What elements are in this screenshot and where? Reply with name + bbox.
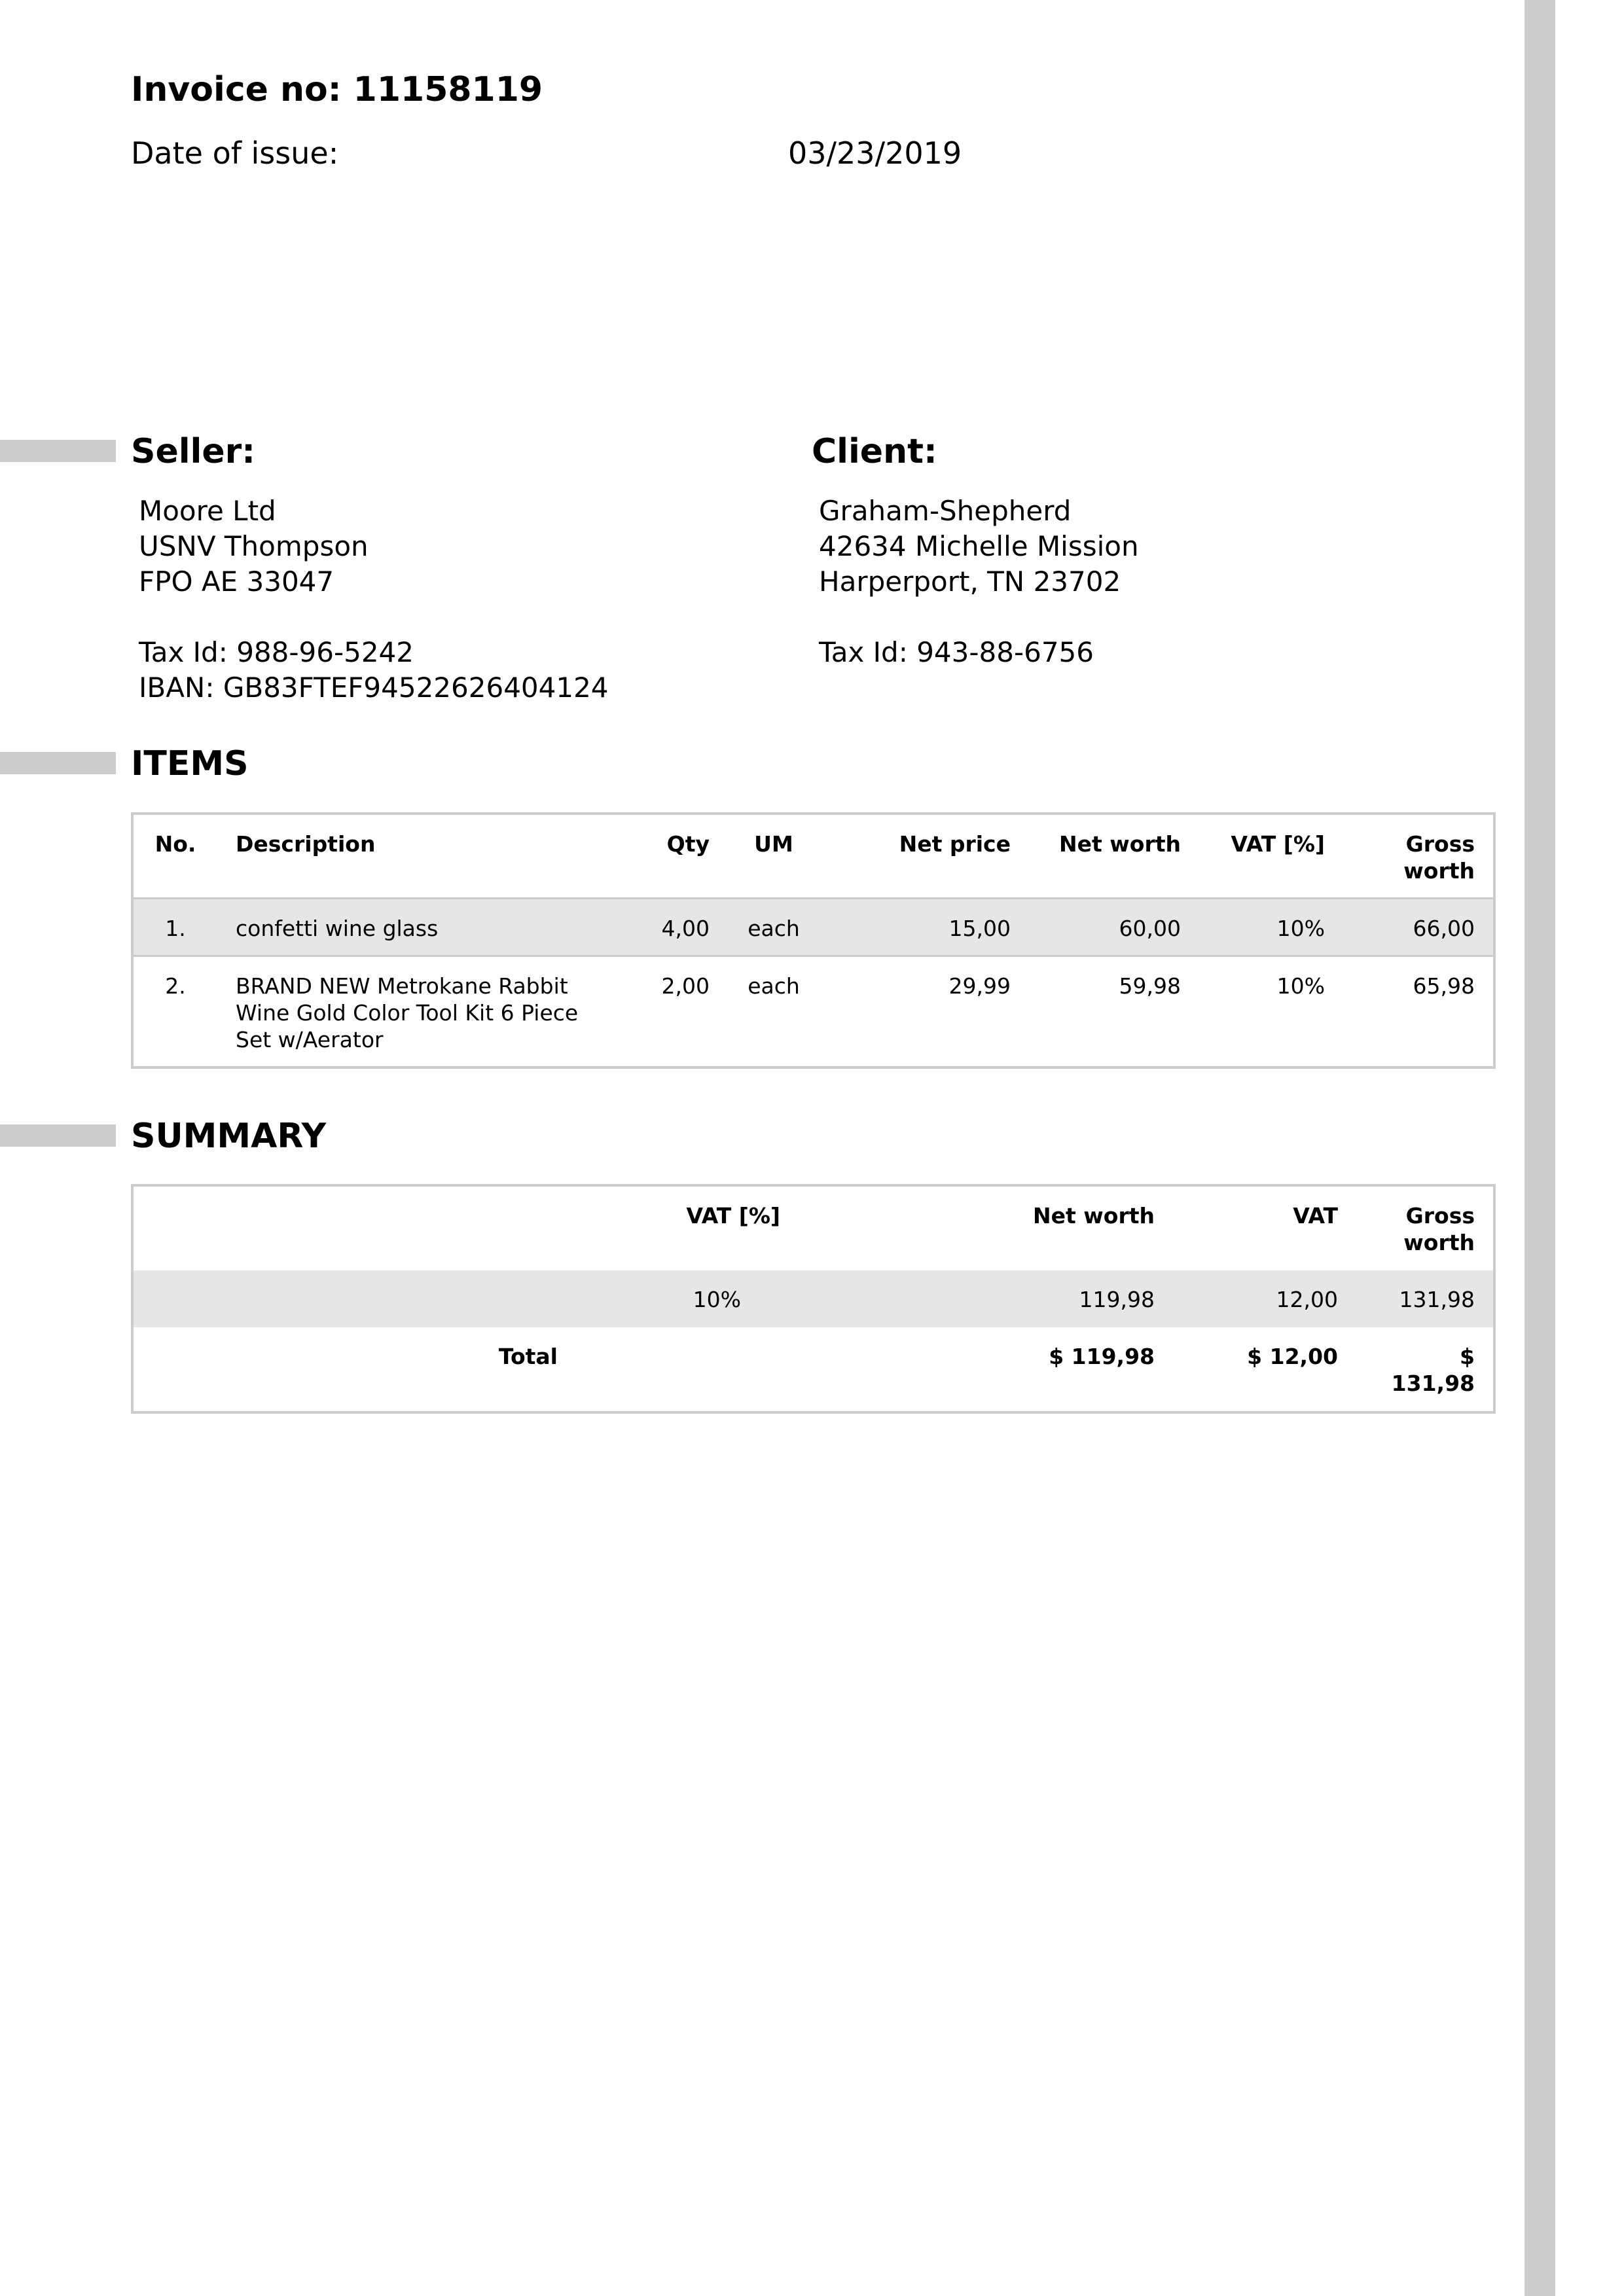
item-qty: 2,00 — [661, 973, 710, 999]
summary-header-row — [132, 1185, 1494, 1270]
item-no: 2. — [165, 973, 186, 999]
summary-header-vat-rate: VAT [%] — [686, 1203, 780, 1229]
total-net-worth: $ 119,98 — [1049, 1344, 1155, 1369]
summary-header-net-worth: Net worth — [1033, 1203, 1155, 1229]
seller-details — [139, 493, 609, 706]
column-header-vat: VAT [%] — [1231, 831, 1325, 857]
table-row — [132, 956, 1494, 1068]
summary-section-marker — [0, 1124, 116, 1147]
item-gross-worth: 65,98 — [1413, 973, 1475, 999]
right-margin-bar — [1525, 0, 1555, 2296]
date-of-issue-label: Date of issue: — [131, 135, 339, 171]
item-net-worth: 59,98 — [1119, 973, 1181, 999]
client-details — [819, 493, 1139, 670]
column-header-net-price: Net price — [899, 831, 1011, 857]
item-no: 1. — [165, 916, 186, 941]
total-vat: $ 12,00 — [1247, 1344, 1338, 1369]
summary-row — [132, 1270, 1494, 1327]
seller-iban: IBAN: GB83FTEF94522626404124 — [139, 672, 609, 704]
item-vat: 10% — [1276, 916, 1325, 941]
items-table — [131, 812, 1496, 1069]
items-heading: ITEMS — [131, 744, 249, 783]
date-of-issue-value: 03/23/2019 — [788, 135, 962, 171]
summary-gross-worth: 131,98 — [1399, 1287, 1475, 1312]
item-um: each — [748, 916, 800, 941]
column-header-net-worth: Net worth — [1059, 831, 1181, 857]
column-header-um: UM — [754, 831, 793, 857]
items-header-row — [132, 814, 1494, 899]
item-net-price: 15,00 — [948, 916, 1011, 941]
summary-total-row — [132, 1327, 1494, 1412]
summary-net-worth: 119,98 — [1079, 1287, 1155, 1312]
seller-name: Moore Ltd — [139, 495, 276, 527]
total-gross-worth: $ 131,98 — [1391, 1344, 1475, 1396]
seller-address-line: FPO AE 33047 — [139, 565, 334, 598]
column-header-no: No. — [154, 831, 196, 857]
table-row — [132, 899, 1494, 956]
summary-vat: 12,00 — [1276, 1287, 1338, 1312]
column-header-gross-worth: Gross worth — [1403, 831, 1475, 884]
item-net-worth: 60,00 — [1119, 916, 1181, 941]
seller-section-marker — [0, 440, 116, 462]
summary-vat-rate: 10% — [693, 1287, 741, 1312]
item-qty: 4,00 — [661, 916, 710, 941]
item-net-price: 29,99 — [948, 973, 1011, 999]
item-gross-worth: 66,00 — [1413, 916, 1475, 941]
summary-header-vat: VAT — [1293, 1203, 1338, 1229]
client-address-line: Harperport, TN 23702 — [819, 565, 1121, 598]
client-address-line: 42634 Michelle Mission — [819, 530, 1139, 562]
item-description: BRAND NEW Metrokane Rabbit Wine Gold Color Tool Kit 6 Piece Set w/Aerator — [236, 973, 579, 1052]
item-description: confetti wine glass — [236, 916, 439, 941]
seller-address-line: USNV Thompson — [139, 530, 369, 562]
column-header-description: Description — [236, 831, 376, 857]
summary-header-gross-worth: Gross worth — [1403, 1203, 1475, 1255]
invoice-number: Invoice no: 11158119 — [131, 70, 543, 109]
item-vat: 10% — [1276, 973, 1325, 999]
summary-heading: SUMMARY — [131, 1117, 327, 1156]
client-tax-id: Tax Id: 943-88-6756 — [819, 636, 1094, 668]
total-label: Total — [498, 1344, 558, 1369]
summary-table — [131, 1184, 1496, 1414]
item-um: each — [748, 973, 800, 999]
seller-tax-id: Tax Id: 988-96-5242 — [139, 636, 414, 668]
seller-heading: Seller: — [131, 432, 256, 471]
client-name: Graham-Shepherd — [819, 495, 1072, 527]
items-section-marker — [0, 752, 116, 774]
client-heading: Client: — [812, 432, 937, 471]
column-header-qty: Qty — [666, 831, 710, 857]
